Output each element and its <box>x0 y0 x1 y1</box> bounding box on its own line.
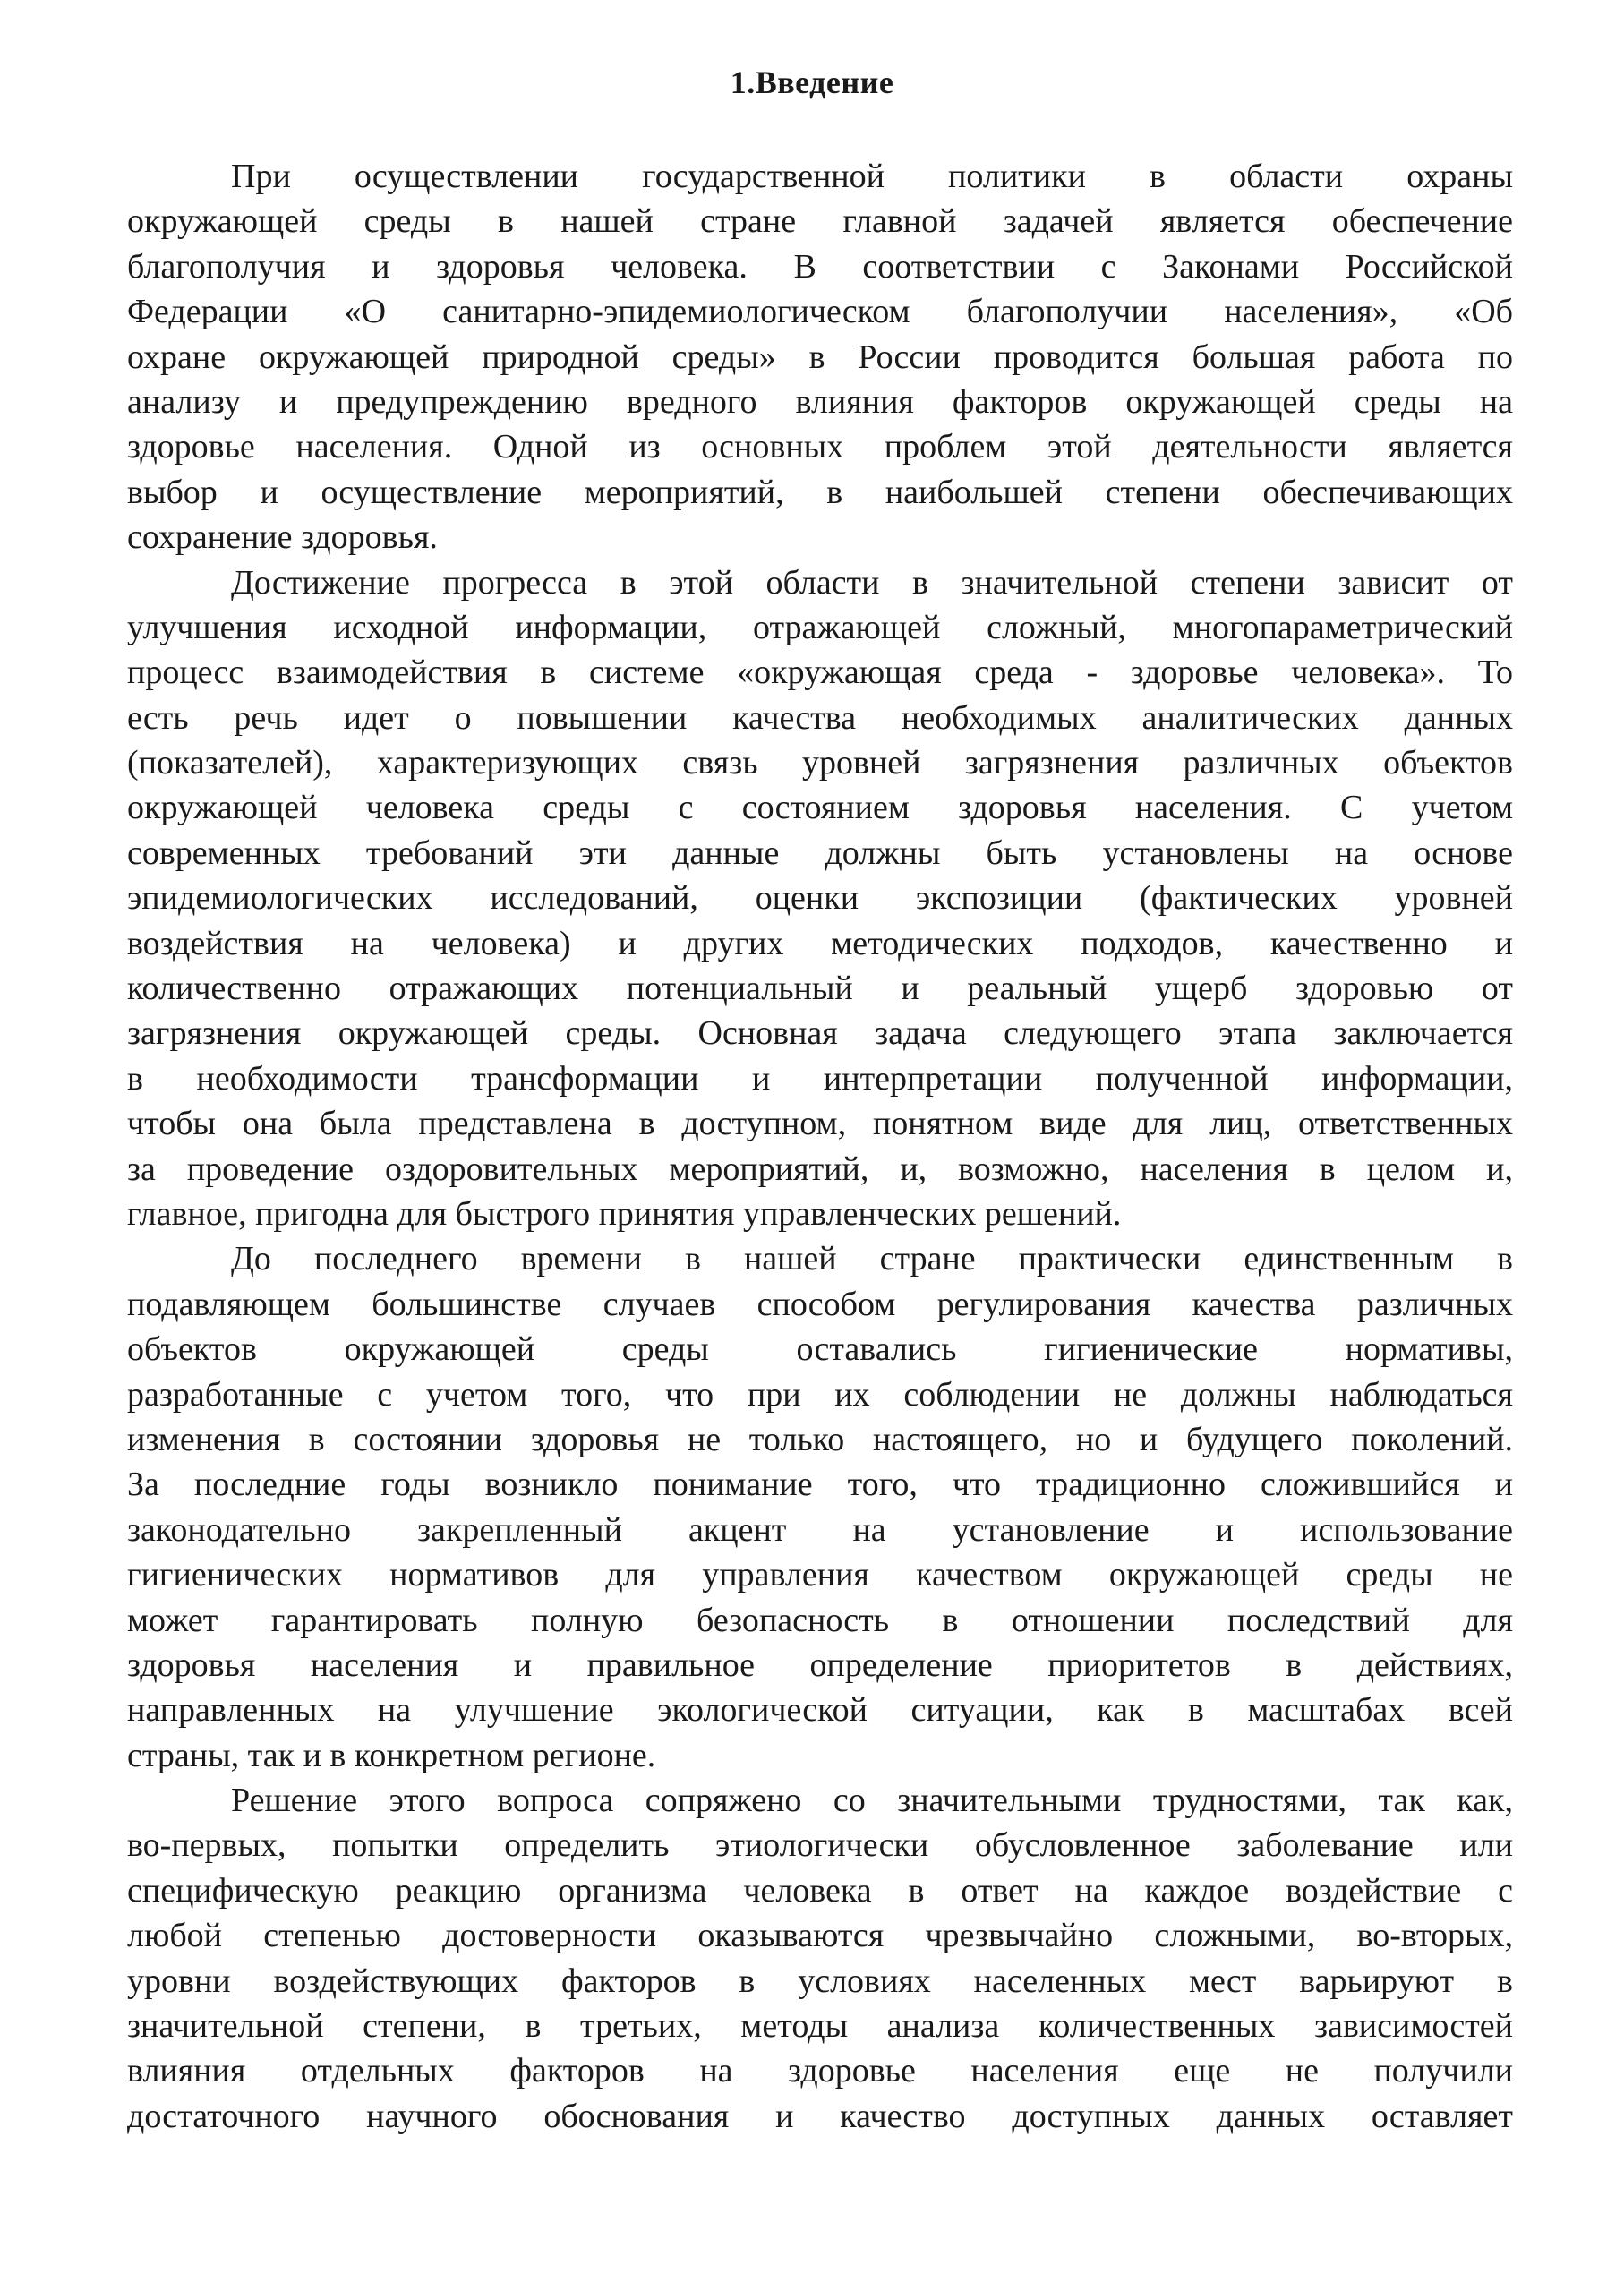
text-line: объектов окружающей среды оставались гигиенические нормативы, <box>127 1330 1513 1369</box>
text-line: подавляющем большинстве случаев способом регулирования качества различных <box>127 1285 1513 1323</box>
text-line: чтобы она была представлена в доступном, понятном виде для лиц, ответственных <box>127 1105 1513 1143</box>
text-line: изменения в состоянии здоровья не только настоящего, но и будущего поколений. <box>127 1420 1513 1458</box>
text-line: разработанные с учетом того, что при их соблюдении не должны наблюдаться <box>127 1375 1513 1414</box>
text-line: окружающей среды в нашей стране главной задачей является обеспечение <box>127 202 1513 241</box>
text-line: За последние годы возникло понимание того, что традиционно сложившийся и <box>127 1466 1513 1504</box>
text-line: гигиенических нормативов для управления качеством окружающей среды не <box>127 1556 1513 1594</box>
text-line: может гарантировать полную безопасность в отношении последствий для <box>127 1601 1513 1639</box>
text-line: современных требований эти данные должны быть установлены на основе <box>127 833 1513 872</box>
paragraph <box>127 154 1513 560</box>
section-title: 1.Введение <box>730 64 894 100</box>
text-line: влияния отдельных факторов на здоровье населения еще не получили <box>127 2052 1513 2090</box>
text-line: достаточного научного обоснования и качество доступных данных оставляет <box>127 2097 1513 2135</box>
text-line: Федерации «О санитарно-эпидемиологическом благополучии населения», «Об <box>127 293 1513 331</box>
text-line: загрязнения окружающей среды. Основная задача следующего этапа заключается <box>127 1014 1513 1053</box>
text-line: До последнего времени в нашей стране практически единственным в <box>231 1240 1513 1278</box>
text-line: окружающей человека среды с состоянием здоровья населения. С учетом <box>127 789 1513 827</box>
body-text <box>127 154 1513 2139</box>
text-line: за проведение оздоровительных мероприятий, и, возможно, населения в целом и, <box>127 1150 1513 1188</box>
text-line: сохранение здоровья. <box>127 518 438 557</box>
text-line: Решение этого вопроса сопряжено со значительными трудностями, так как, <box>231 1782 1513 1820</box>
text-line: во-первых, попытки определить этиологически обусловленное заболевание или <box>127 1826 1513 1865</box>
text-line: уровни воздействующих факторов в условиях населенных мест варьируют в <box>127 1961 1513 2000</box>
text-line: в необходимости трансформации и интерпретации полученной информации, <box>127 1059 1513 1098</box>
paragraph <box>127 560 1513 1237</box>
text-line: улучшения исходной информации, отражающей сложный, многопараметрический <box>127 608 1513 646</box>
text-line: При осуществлении государственной политики в области охраны <box>231 158 1513 195</box>
text-line: законодательно закрепленный акцент на установление и использование <box>127 1510 1513 1549</box>
text-line: любой степенью достоверности оказываются чрезвычайно сложными, во-вторых, <box>127 1917 1513 1955</box>
paragraph <box>127 1778 1513 2139</box>
text-line: анализу и предупреждению вредного влияния факторов окружающей среды на <box>127 382 1513 421</box>
paragraph <box>127 1236 1513 1778</box>
text-line: специфическую реакцию организма человека в ответ на каждое воздействие с <box>127 1871 1513 1910</box>
text-line: страны, так и в конкретном регионе. <box>127 1736 656 1774</box>
text-line: выбор и осуществление мероприятий, в наибольшей степени обеспечивающих <box>127 473 1513 511</box>
text-line: благополучия и здоровья человека. В соответствии с Законами Российской <box>127 247 1513 286</box>
text-line: здоровья населения и правильное определение приоритетов в действиях, <box>127 1645 1513 1684</box>
text-line: охране окружающей природной среды» в России проводится большая работа по <box>127 338 1513 376</box>
text-line: есть речь идет о повышении качества необходимых аналитических данных <box>127 698 1513 737</box>
text-line: Достижение прогресса в этой области в значительной степени зависит от <box>231 563 1513 602</box>
text-line: направленных на улучшение экологической ситуации, как в масштабах всей <box>127 1691 1513 1730</box>
text-line: воздействия на человека) и других методических подходов, качественно и <box>127 924 1513 962</box>
text-line: количественно отражающих потенциальный и реальный ущерб здоровью от <box>127 970 1513 1008</box>
text-line: главное, пригодна для быстрого принятия управленческих решений. <box>127 1194 1122 1233</box>
text-line: (показателей), характеризующих связь уровней загрязнения различных объектов <box>127 744 1513 782</box>
text-line: процесс взаимодействия в системе «окружающая среда - здоровье человека». То <box>127 654 1513 692</box>
text-line: здоровье населения. Одной из основных проблем этой деятельности является <box>127 428 1513 466</box>
text-line: значительной степени, в третьих, методы анализа количественных зависимостей <box>127 2007 1513 2046</box>
text-line: эпидемиологических исследований, оценки экспозиции (фактических уровней <box>127 879 1513 918</box>
